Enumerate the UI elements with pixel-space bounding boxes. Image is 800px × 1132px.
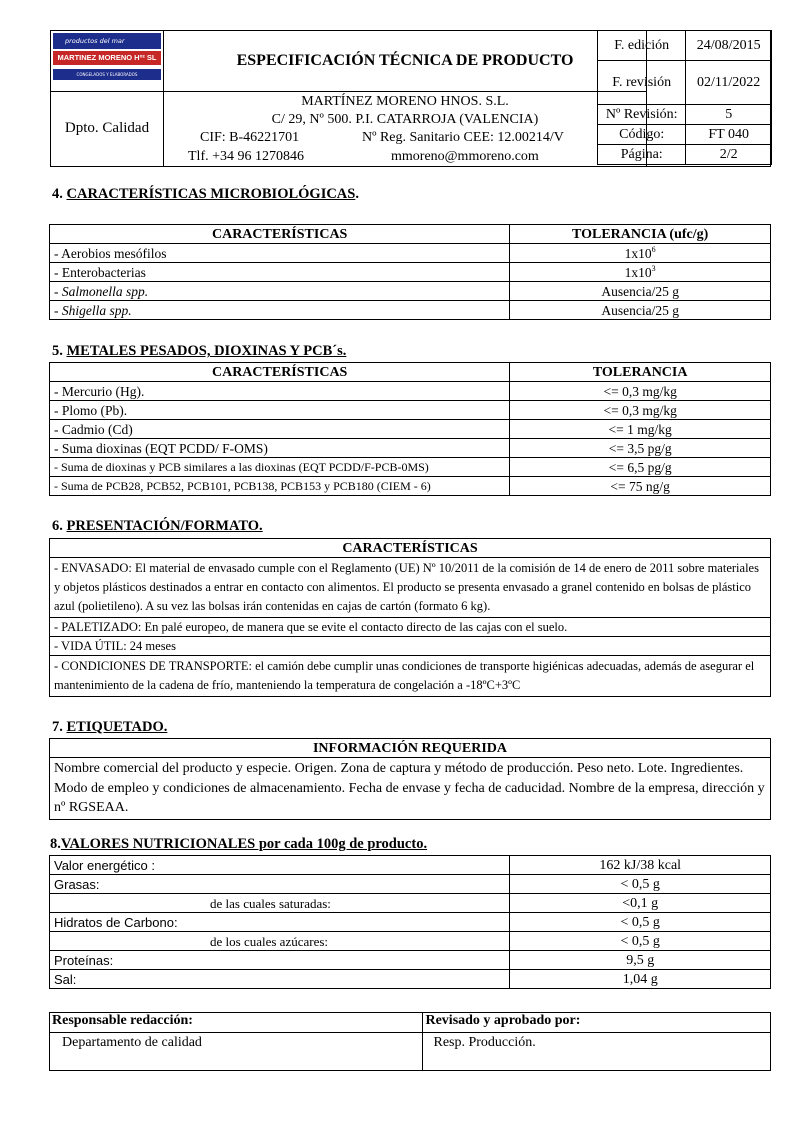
table-header-row: [50, 225, 771, 244]
document-meta-table: [597, 30, 772, 165]
company-phone: Tlf. +34 96 1270846: [188, 149, 304, 164]
table-row: [50, 758, 771, 820]
section-heading-trail: .: [355, 186, 359, 202]
meta-value: 5: [686, 105, 772, 125]
tolerance-value: $1x10^6$: [510, 244, 771, 263]
meta-label: F. revisión: [598, 61, 686, 105]
characteristic-name: - Salmonella spp.: [50, 282, 510, 301]
section-heading: ETIQUETADO.: [66, 719, 168, 735]
company-name: MARTÍNEZ MORENO HNOS. S.L.: [301, 94, 509, 109]
tolerance-value: <= 0,3 mg/kg: [510, 401, 771, 420]
logo-subline: CONGELADOS Y ELABORADOS: [53, 69, 161, 80]
tolerance-value: <= 0,3 mg/kg: [510, 382, 771, 401]
characteristic-name: - Shigella spp.: [50, 301, 510, 320]
section-number: 4.: [52, 186, 63, 202]
table-header-row: [50, 739, 771, 758]
meta-label: F. edición: [598, 31, 686, 61]
section-number: 5.: [52, 343, 63, 359]
nutrient-value: < 0,5 g: [510, 875, 771, 894]
metals-table: [49, 362, 771, 496]
tolerance-value: $1x10^3$: [510, 263, 771, 282]
characteristic-name: - Cadmio (Cd): [50, 420, 510, 439]
table-row: [50, 439, 771, 458]
characteristic-name: - Suma de PCB28, PCB52, PCB101, PCB138, PCB153 y PCB180 (CIEM - 6): [50, 477, 510, 496]
nutrient-name: de las cuales saturadas:: [50, 894, 510, 913]
tolerance-value: <= 3,5 pg/g: [510, 439, 771, 458]
signature-header-row: [50, 1013, 771, 1033]
table-row: [50, 894, 771, 913]
table-row: [50, 637, 771, 656]
tolerance-value: <= 75 ng/g: [510, 477, 771, 496]
logo-brand: MARTINEZ MORENO Hº² SL: [53, 51, 161, 65]
nutrient-value: <0,1 g: [510, 894, 771, 913]
tolerance-value: Ausencia/25 g: [510, 301, 771, 320]
drafted-by-label: Responsable redacción:: [50, 1013, 423, 1033]
table-row: [50, 458, 771, 477]
table-header-row: [50, 539, 771, 558]
characteristic-name: - Aerobios mesófilos: [50, 244, 510, 263]
section-5-title: [52, 343, 346, 360]
characteristic-name: - Enterobacterias: [50, 263, 510, 282]
table-row: [50, 263, 771, 282]
meta-label: Código:: [598, 125, 686, 145]
section-7-title: [52, 719, 167, 736]
packaging-text: - ENVASADO: El material de envasado cumple con el Reglamento (UE) Nº 10/2011 de la comisión de 14 de enero de 2011 sobre materiales y objetos plásticos destinados a entrar en contacto con alimentos. El producto se presenta envasado a granel contenido en bolsas de plástico azul (polietileno). A su vez las bolsas irán contenidas en cajas de cartón (formato 6 kg).: [50, 558, 771, 618]
signatures-table: [49, 1012, 771, 1071]
page-title: ESPECIFICACIÓN TÉCNICA DE PRODUCTO: [164, 31, 647, 91]
nutrient-name: de los cuales azúcares:: [50, 932, 510, 951]
labeling-table: [49, 738, 771, 820]
section-number: 6.: [52, 518, 63, 534]
table-row: [50, 618, 771, 637]
table-row: [50, 477, 771, 496]
nutrient-name: Valor energético :: [50, 856, 510, 875]
section-heading: VALORES NUTRICIONALES por cada 100g de producto.: [60, 836, 428, 852]
transport-text: - CONDICIONES DE TRANSPORTE: el camión debe cumplir unas condiciones de transporte higiénicas adecuadas, además de asegurar el mantenimiento de la cadena de frío, manteniendo la temperatura de congelación a -18ºC+3ºC: [50, 656, 771, 697]
signature-value-row: [50, 1033, 771, 1071]
microbiological-table: [49, 224, 771, 320]
meta-value: 02/11/2022: [686, 61, 772, 105]
section-heading: CARACTERÍSTICAS MICROBIOLÓGICAS: [66, 186, 356, 202]
meta-row-revision-date: [598, 61, 772, 105]
table-row: [50, 301, 771, 320]
meta-row-edition: [598, 31, 772, 61]
logo-cell: [51, 31, 164, 91]
shelf-life-text: - VIDA ÚTIL: 24 meses: [50, 637, 771, 656]
company-address: C/ 29, Nº 500. P.I. CATARROJA (VALENCIA): [271, 112, 539, 127]
nutrient-value: 162 kJ/38 kcal: [510, 856, 771, 875]
characteristic-name: - Mercurio (Hg).: [50, 382, 510, 401]
table-row: [50, 558, 771, 618]
nutrient-name: Grasas:: [50, 875, 510, 894]
company-info: [164, 91, 647, 166]
exponent: 3: [651, 263, 656, 273]
section-number: 8.: [50, 836, 61, 852]
nutrient-value: < 0,5 g: [510, 932, 771, 951]
exponent: 6: [651, 244, 656, 254]
labeling-text: Nombre comercial del producto y especie. Origen. Zona de captura y método de producción. Peso neto. Lote. Ingredientes. Modo de empleo y condiciones de almacenamiento. Fecha de envase y fecha de caducidad. Nombre de la empresa, dirección y nº RGSEAA.: [50, 758, 771, 820]
nutrient-value: 1,04 g: [510, 970, 771, 989]
nutrient-name: Proteínas:: [50, 951, 510, 970]
table-row: [50, 951, 771, 970]
approved-by-label: Revisado y aprobado por:: [423, 1013, 771, 1033]
tolerance-value: <= 1 mg/kg: [510, 420, 771, 439]
table-row: [50, 382, 771, 401]
table-row: [50, 401, 771, 420]
characteristic-name: - Suma de dioxinas y PCB similares a las dioxinas (EQT PCDD/F-PCB-0MS): [50, 458, 510, 477]
table-row: [50, 656, 771, 697]
table-row: [50, 282, 771, 301]
table-row: [50, 244, 771, 263]
document-header: [50, 30, 771, 167]
section-number: 7.: [52, 719, 63, 735]
table-row: [50, 856, 771, 875]
tolerance-value: Ausencia/25 g: [510, 282, 771, 301]
meta-value: FT 040: [686, 125, 772, 145]
palletizing-text: - PALETIZADO: En palé europeo, de manera que se evite el contacto directo de las cajas con el suelo.: [50, 618, 771, 637]
characteristic-name: - Suma dioxinas (EQT PCDD/ F-OMS): [50, 439, 510, 458]
column-header: CARACTERÍSTICAS: [50, 225, 510, 244]
column-header: CARACTERÍSTICAS: [50, 363, 510, 382]
section-4-title: [52, 186, 359, 203]
table-row: [50, 913, 771, 932]
table-row: [50, 970, 771, 989]
tolerance-value: <= 6,5 pg/g: [510, 458, 771, 477]
characteristic-name: - Plomo (Pb).: [50, 401, 510, 420]
drafted-by-value: Departamento de calidad: [50, 1033, 423, 1071]
nutrition-table: [49, 855, 771, 989]
company-email[interactable]: mmoreno@mmoreno.com: [391, 149, 539, 164]
approved-by-value: Resp. Producción.: [423, 1033, 771, 1071]
nutrient-name: Sal:: [50, 970, 510, 989]
presentation-table: [49, 538, 771, 697]
column-header: TOLERANCIA: [510, 363, 771, 382]
section-8-title: [50, 836, 427, 853]
nutrient-value: < 0,5 g: [510, 913, 771, 932]
table-row: [50, 932, 771, 951]
column-header: CARACTERÍSTICAS: [50, 539, 771, 558]
meta-row-page: [598, 145, 772, 165]
logo-tagline: productos del mar: [53, 33, 161, 49]
meta-label: Página:: [598, 145, 686, 165]
section-6-title: [52, 518, 263, 535]
meta-row-revision-number: [598, 105, 772, 125]
meta-value: 2/2: [686, 145, 772, 165]
department-label: Dpto. Calidad: [51, 91, 164, 166]
table-row: [50, 420, 771, 439]
nutrient-value: 9,5 g: [510, 951, 771, 970]
company-logo: [53, 33, 161, 89]
nutrient-name: Hidratos de Carbono:: [50, 913, 510, 932]
meta-row-code: [598, 125, 772, 145]
company-cif: CIF: B-46221701: [200, 130, 300, 145]
meta-label: Nº Revisión:: [598, 105, 686, 125]
column-header: TOLERANCIA (ufc/g): [510, 225, 771, 244]
table-header-row: [50, 363, 771, 382]
table-row: [50, 875, 771, 894]
section-heading: METALES PESADOS, DIOXINAS Y PCB´s.: [66, 343, 347, 359]
sanitary-registration: Nº Reg. Sanitario CEE: 12.00214/V: [362, 130, 564, 145]
column-header: INFORMACIÓN REQUERIDA: [50, 739, 771, 758]
meta-value: 24/08/2015: [686, 31, 772, 61]
section-heading: PRESENTACIÓN/FORMATO.: [66, 518, 263, 534]
